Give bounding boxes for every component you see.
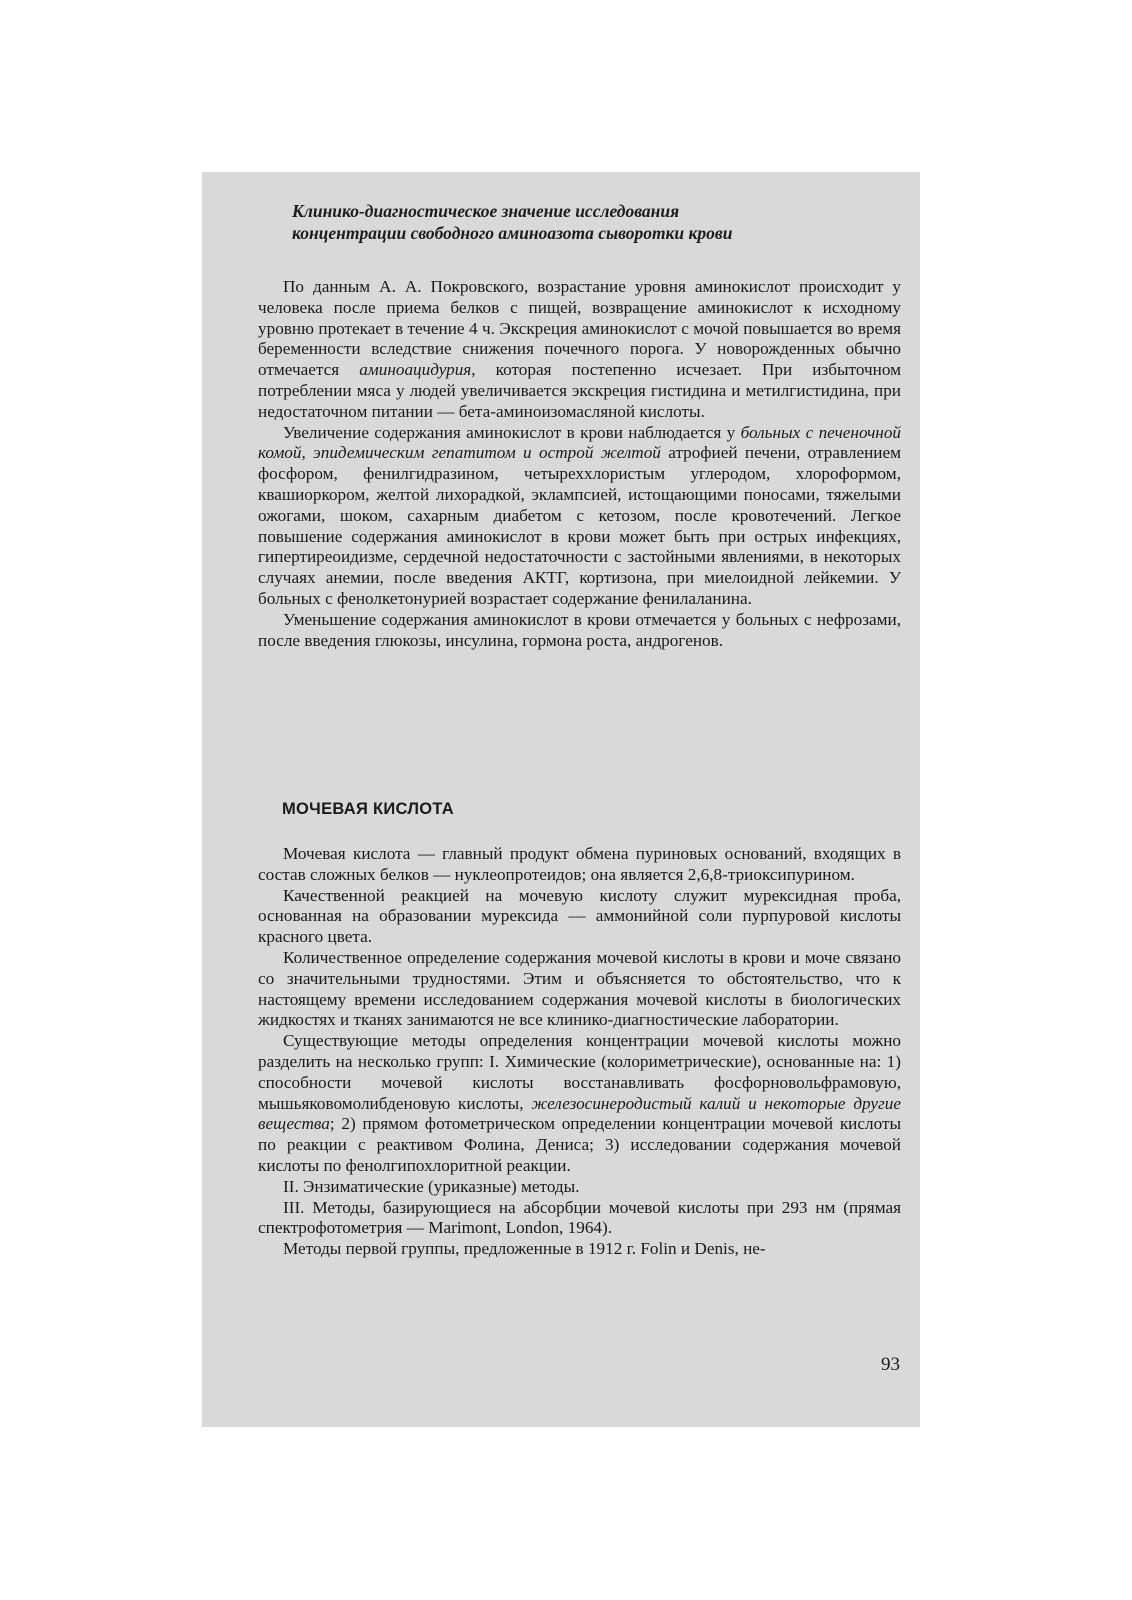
paragraph: Количественное определение содержания мочевой кислоты в крови и моче связано со значительными трудностями. Этим и объясняется то обстоятельство, что к настоящему времени исследованием содержания мочевой кислоты в биологических жидкостях и тканях занимаются не все клинико-диагностические лаборатории. — [258, 947, 901, 1030]
paragraph: Существующие методы определения концентрации мочевой кислоты можно разделить на несколько групп: I. Химические (колориметрические), основанные на: 1) способности мочевой кислоты восстанавливать фосфорновольфрамовую, мышьяковомолибденовую кислоты, железосинеродистый калий и некоторые другие вещества; 2) прямом фотометрическом определении концентрации мочевой кислоты по реакции с реактивом Фолина, Дениса; 3) исследовании содержания мочевой кислоты по фенолгипохлоритной реакции. — [258, 1031, 901, 1175]
section-title — [292, 200, 892, 244]
section-title-line-1: Клинико-диагностическое значение исследования — [292, 201, 680, 221]
paragraph: II. Энзиматические (уриказные) методы. — [283, 1176, 580, 1196]
page-number: 93 — [881, 1354, 900, 1375]
paragraph: Методы первой группы, предложенные в 1912 г. Folin и Denis, не- — [283, 1239, 766, 1259]
amino-acids-text — [258, 277, 901, 651]
paragraph: Мочевая кислота — главный продукт обмена пуриновых оснований, входящих в состав сложных белков — нуклеопротеидов; она является 2,6,8-триоксипурином. — [258, 844, 901, 884]
section-title-line-2: концентрации свободного аминоазота сыворотки крови — [292, 223, 733, 243]
section-heading: МОЧЕВАЯ КИСЛОТА — [282, 800, 454, 818]
book-page — [202, 172, 920, 1427]
paragraph: Увеличение содержания аминокислот в крови наблюдается у больных с печеночной комой, эпидемическим гепатитом и острой желтой атрофией печени, отравлением фосфором, фенилгидразином, четыреххлористым углеродом, хлороформом, квашиоркором, желтой лихорадкой, эклампсией, истощающими поносами, тяжелыми ожогами, шоком, сахарным диабетом с кетозом, после кровотечений. Легкое повышение содержания аминокислот в крови может быть при острых инфекциях, гипертиреоидизме, сердечной недостаточности с застойными явлениями, в некоторых случаях анемии, после введения АКТГ, кортизона, при миелоидной лейкемии. У больных с фенолкетонурией возрастает содержание фенилаланина. — [258, 422, 902, 608]
uric-acid-text — [258, 844, 901, 1260]
paragraph: По данным А. А. Покровского, возрастание уровня аминокислот происходит у человека после приема белков с пищей, возвращение аминокислот к исходному уровню протекает в течение 4 ч. Экскреция аминокислот с мочой повышается во время беременности вследствие снижения почечного порога. У новорожденных обычно отмечается аминоацидурия, которая постепенно исчезает. При избыточном потреблении мяса у людей увеличивается экскреция гистидина и метилгистидина, при недостаточном питании — бета-аминоизомасляной кислоты. — [258, 277, 901, 421]
paragraph: Уменьшение содержания аминокислот в крови отмечается у больных с нефрозами, после введения глюкозы, инсулина, гормона роста, андрогенов. — [258, 609, 901, 650]
paragraph: Качественной реакцией на мочевую кислоту служит мурексидная проба, основанная на образовании мурексида — аммонийной соли пурпуровой кислоты красного цвета. — [258, 885, 901, 947]
paragraph: III. Методы, базирующиеся на абсорбции мочевой кислоты при 293 нм (прямая спектрофотометрия — Marimont, London, 1964). — [258, 1197, 901, 1238]
